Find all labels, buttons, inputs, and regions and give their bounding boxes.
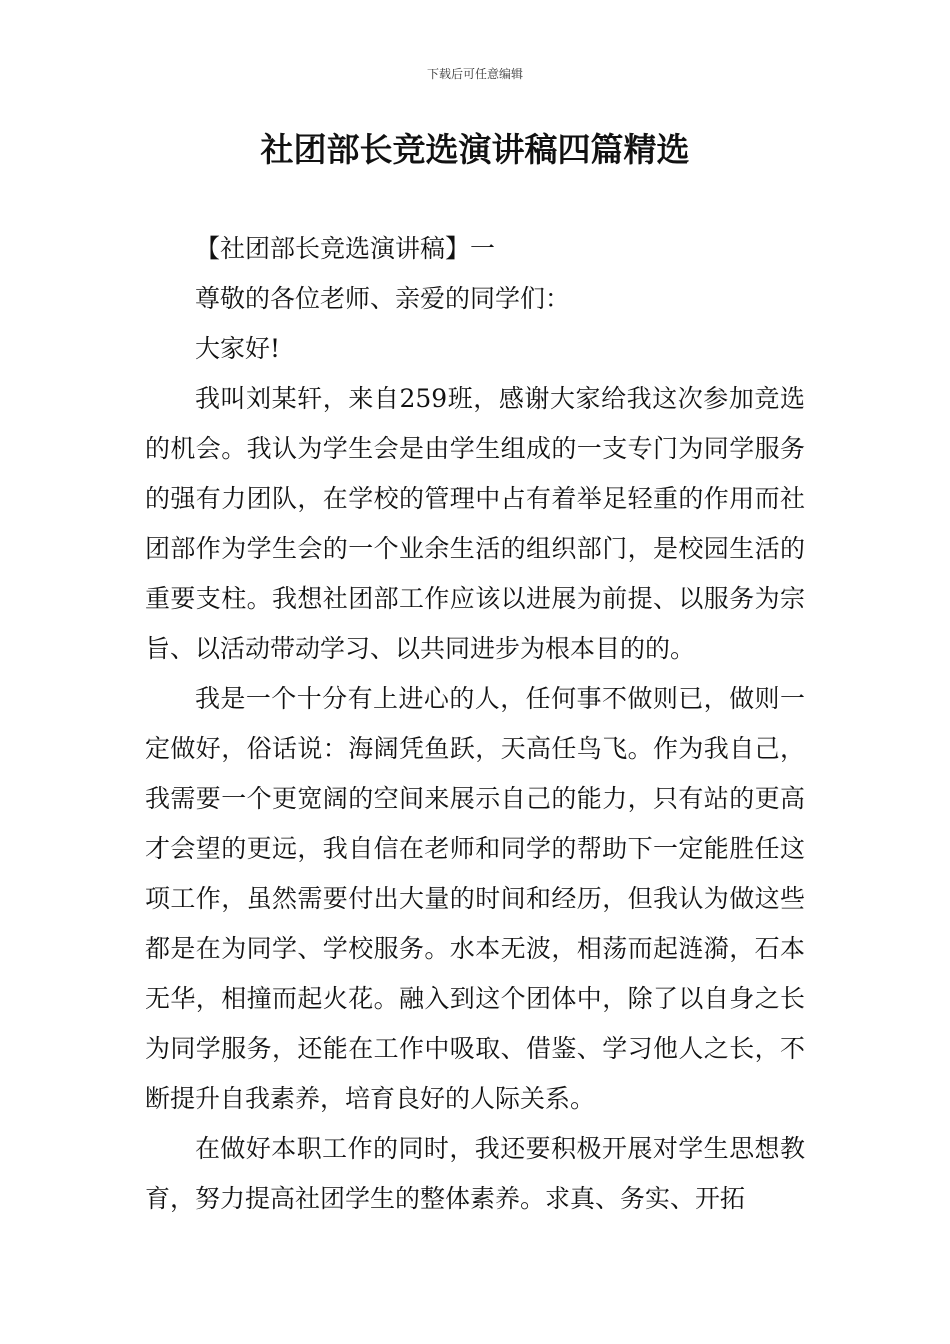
paragraph-introduction: 我叫刘某轩，来自259班，感谢大家给我这次参加竞选的机会。我认为学生会是由学生组成的一支专门为同学服务的强有力团队，在学校的管理中占有着举足轻重的作用而社团部作为学生会的一个业余生活的组织部门，是校园生活的重要支柱。我想社团部工作应该以进展为前提、以服务为宗旨、以活动带动学习、以共同进步为根本目的的。 (145, 384, 805, 663)
paragraph-greeting: 大家好! (195, 334, 281, 363)
paragraph-section-heading: 【社团部长竞选演讲稿】一 (195, 234, 496, 263)
paragraph-commitment: 在做好本职工作的同时，我还要积极开展对学生思想教育，努力提高社团学生的整体素养。求真、务实、开拓 (145, 1134, 805, 1213)
document-title: 社团部长竞选演讲稿四篇精选 (260, 130, 690, 169)
paragraph-motivation: 我是一个十分有上进心的人，任何事不做则已，做则一定做好，俗话说：海阔凭鱼跃，天高任鸟飞。作为我自己，我需要一个更宽阔的空间来展示自己的能力，只有站的更高才会望的更远，我自信在老师和同学的帮助下一定能胜任这项工作，虽然需要付出大量的时间和经历，但我认为做这些都是在为同学、学校服务。水本无波，相荡而起涟漪，石本无华，相撞而起火花。融入到这个团体中，除了以自身之长为同学服务，还能在工作中吸取、借鉴、学习他人之长，不断提升自我素养，培育良好的人际关系。 (145, 684, 805, 1113)
paragraph-salutation: 尊敬的各位老师、亲爱的同学们： (195, 284, 571, 313)
document-body (145, 224, 805, 1224)
header-note: 下载后可任意编辑 (426, 67, 523, 81)
